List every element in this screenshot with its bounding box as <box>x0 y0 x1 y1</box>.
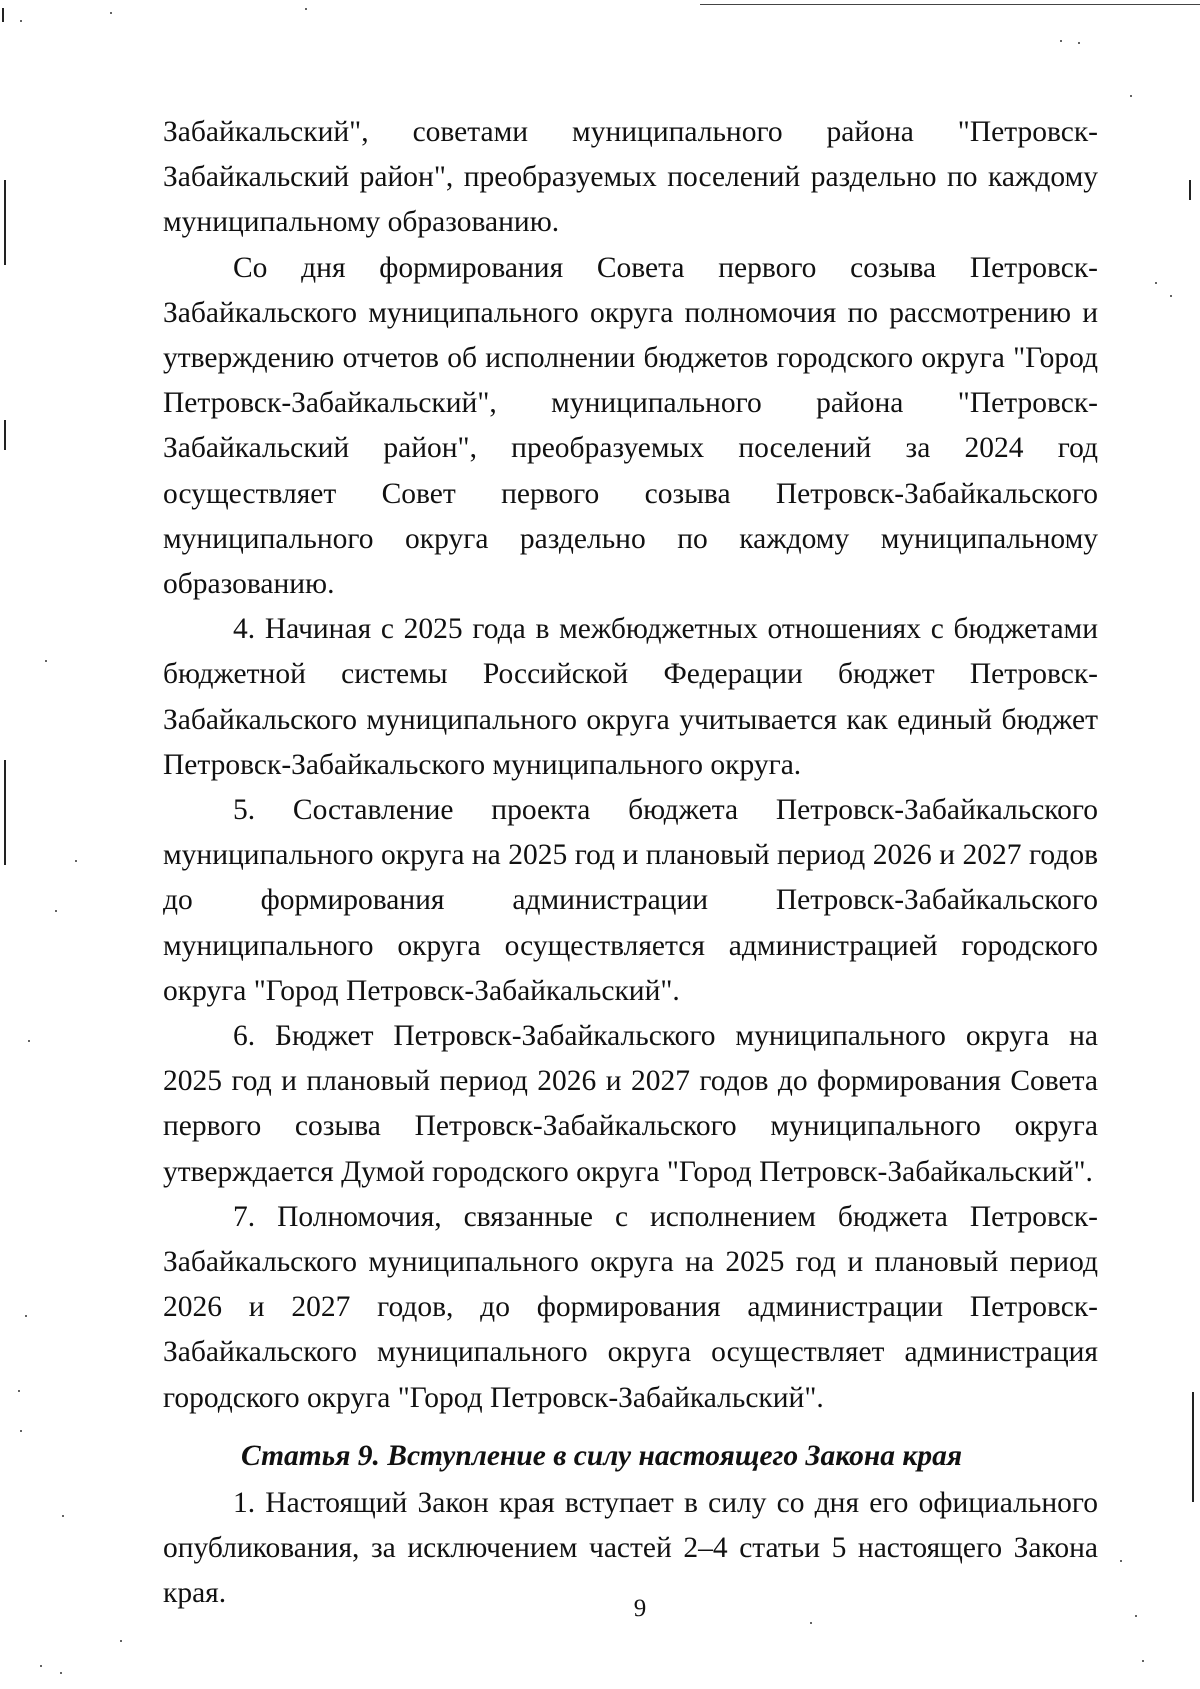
scan-artifact-dot <box>1155 282 1157 284</box>
scan-artifact-dot <box>62 1515 64 1517</box>
paragraph: Забайкальский", советами муниципального района "Петровск-Забайкальский район", преобразуемых поселений раздельно по каждому муниципальному образованию. <box>163 116 1098 239</box>
scan-artifact-dot <box>1130 95 1132 97</box>
paragraph: 6. Бюджет Петровск-Забайкальского муниципального округа на 2025 год и плановый период 2026 и 2027 годов до формирования Совета первого созыва Петровск-Забайкальского муниципального округа утверждается Думой городского округа "Город Петровск-Забайкальский". <box>163 1020 1098 1188</box>
scan-artifact-dot <box>55 910 57 912</box>
scan-artifact-dot <box>1078 42 1080 44</box>
scan-artifact-dot <box>1142 1660 1144 1662</box>
document-body <box>163 110 1098 1617</box>
scan-artifact-line <box>700 4 1200 5</box>
scan-artifact-line <box>4 180 6 265</box>
page-number: 9 <box>633 1595 647 1622</box>
paragraph: 5. Составление проекта бюджета Петровск-Забайкальского муниципального округа на 2025 год и плановый период 2026 и 2027 годов до формирования администрации Петровск-Забайкальского муниципального округа осуществляется администрацией городского округа "Город Петровск-Забайкальский". <box>163 794 1098 1007</box>
scan-artifact-dot <box>20 20 22 22</box>
scan-artifact-line <box>4 760 6 865</box>
scan-artifact-dot <box>1060 40 1062 42</box>
scan-artifact-dot <box>20 1430 22 1432</box>
scan-artifact-dot <box>1120 1560 1122 1562</box>
scan-artifact-dot <box>45 660 47 662</box>
paragraph: 4. Начиная с 2025 года в межбюджетных отношениях с бюджетами бюджетной системы Российской Федерации бюджет Петровск-Забайкальского муниципального округа учитывается как единый бюджет Петровск-Забайкальского муниципального округа. <box>163 613 1098 781</box>
scan-artifact-dot <box>110 12 112 14</box>
paragraph: 7. Полномочия, связанные с исполнением бюджета Петровск-Забайкальского муниципального округа на 2025 год и плановый период 2026 и 2027 годов, до формирования администрации Петровск-Забайкальского муниципального округа осуществляет администрация городского округа "Город Петровск-Забайкальский". <box>163 1200 1098 1414</box>
scan-artifact-dot <box>120 1640 122 1642</box>
scan-artifact-line <box>4 420 6 450</box>
paragraph: Со дня формирования Совета первого созыва Петровск-Забайкальского муниципального округа полномочия по рассмотрению и утверждению отчетов об исполнении бюджетов городского округа "Город Петровск-Забайкальский", муниципального района "Петровск-Забайкальский район", преобразуемых поселений за 2024 год осуществляет Совет первого созыва Петровск-Забайкальского муниципального округа раздельно по каждому муниципальному образованию. <box>163 251 1098 601</box>
article-heading: Статья 9. Вступление в силу настоящего Закона края <box>241 1439 963 1472</box>
scan-artifact-dot <box>40 1665 42 1667</box>
scan-artifact-dot <box>18 1390 20 1392</box>
scan-artifact-dot <box>75 860 77 862</box>
scan-artifact-dot <box>25 1315 27 1317</box>
scan-artifact-dot <box>1170 295 1172 297</box>
scan-artifact-dot <box>305 8 307 10</box>
paragraph: 1. Настоящий Закон края вступает в силу со дня его официального опубликования, за исключением частей 2–4 статьи 5 настоящего Закона края. <box>163 1486 1098 1610</box>
scan-artifact-dot <box>60 1672 62 1674</box>
scan-artifact-line <box>2 8 4 22</box>
scan-artifact-line <box>1192 1392 1194 1502</box>
scan-artifact-dot <box>28 1040 30 1042</box>
scan-artifact-line <box>1189 180 1191 200</box>
